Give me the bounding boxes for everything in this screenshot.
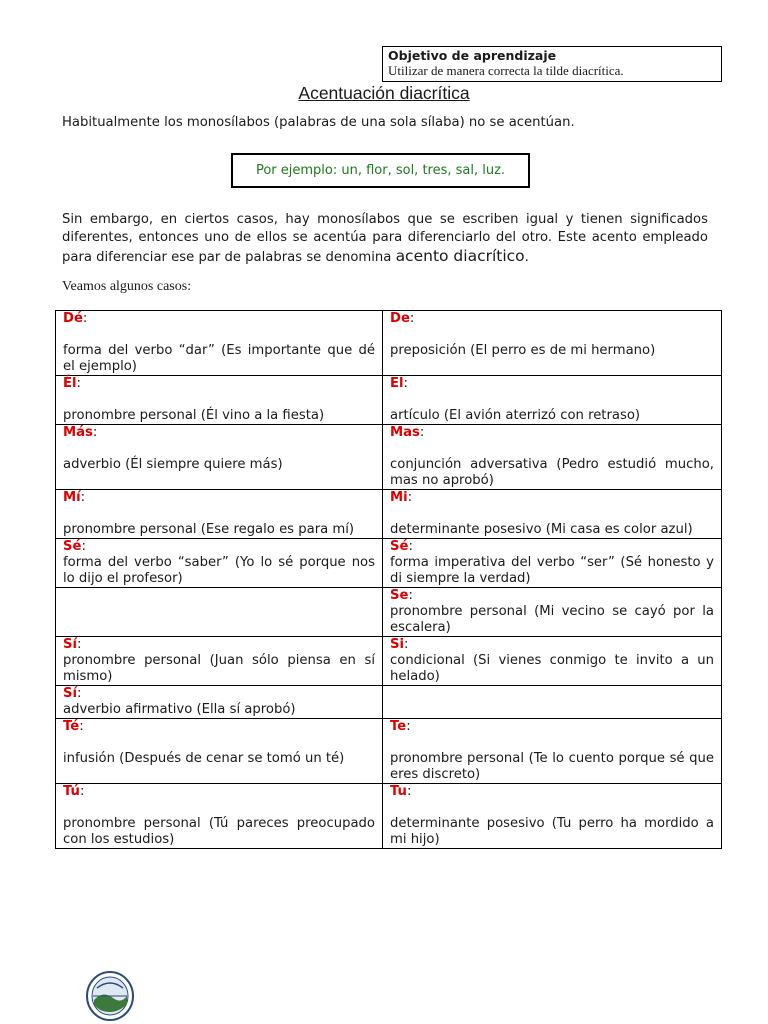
monosyllable-word: Sí:	[63, 686, 82, 701]
word-description: forma del verbo “saber” (Yo lo sé porque nos lo dijo el profesor)	[63, 555, 375, 586]
explanation-term: acento diacrítico	[395, 247, 525, 265]
word-description: conjunción adversativa (Pedro estudió mucho, mas no aprobó)	[390, 457, 714, 488]
table-cell-left	[56, 588, 383, 637]
table-cell-left	[56, 719, 383, 784]
intro-paragraph: Habitualmente los monosílabos (palabras de una sola sílaba) no se acentúan.	[62, 115, 575, 130]
table-cell-left	[56, 490, 383, 539]
table-cell-left	[56, 784, 383, 849]
word-text: Mí	[63, 490, 81, 505]
word-description: pronombre personal (Tú pareces preocupado con los estudios)	[63, 816, 375, 847]
word-description: pronombre personal (Juan sólo piensa en sí mismo)	[63, 653, 375, 684]
table-row	[56, 425, 722, 490]
example-box	[231, 153, 530, 188]
explanation-text: Sin embargo, en ciertos casos, hay monosílabos que se escriben igual y tienen significados diferentes, entonces uno de ellos se acentúa para diferenciarlo del otro. Este acento empleado para diferenciar ese par de palabras se denomina	[62, 212, 708, 265]
word-description: pronombre personal (Él vino a la fiesta)	[63, 408, 325, 423]
table-cell-right	[383, 539, 722, 588]
table-cell-right	[383, 311, 722, 376]
word-description: artículo (El avión aterrizó con retraso)	[390, 408, 641, 423]
monosyllable-word: Sé:	[390, 539, 413, 554]
word-description: adverbio (Él siempre quiere más)	[63, 457, 283, 472]
monosyllable-word: Tu:	[390, 784, 412, 799]
word-description: preposición (El perro es de mi hermano)	[390, 343, 656, 358]
word-description: pronombre personal (Te lo cuento porque sé que eres discreto)	[390, 751, 714, 782]
monosyllable-word: Mí:	[63, 490, 86, 505]
monosyllable-word: Té:	[63, 719, 84, 734]
table-cell-left	[56, 311, 383, 376]
word-text: Se	[390, 588, 409, 603]
word-description: determinante posesivo (Tu perro ha mordido a mi hijo)	[390, 816, 714, 847]
word-text: Te	[390, 719, 407, 734]
table-cell-left	[56, 686, 383, 719]
table-cell-right	[383, 490, 722, 539]
word-text: Mas	[390, 425, 420, 440]
table-cell-left	[56, 425, 383, 490]
monosyllable-word: Tú:	[63, 784, 85, 799]
table-row	[56, 539, 722, 588]
monosyllable-word: Él:	[63, 376, 81, 391]
word-text: Él	[63, 376, 77, 391]
word-text: Más	[63, 425, 93, 440]
monosyllable-word: Mi:	[390, 490, 413, 505]
word-description: condicional (Si vienes conmigo te invito a un helado)	[390, 653, 714, 684]
monosyllable-word: Se:	[390, 588, 413, 603]
page-title-wrap	[0, 83, 768, 104]
monosyllable-word: Dé:	[63, 311, 88, 326]
word-text: Tu	[390, 784, 407, 799]
word-description: pronombre personal (Ese regalo es para mí)	[63, 522, 355, 537]
learning-objective-box	[382, 46, 722, 82]
word-text: Dé	[63, 311, 83, 326]
word-text: Tú	[63, 784, 80, 799]
table-cell-right	[383, 686, 722, 719]
word-description: forma imperativa del verbo “ser” (Sé honesto y di siempre la verdad)	[390, 555, 714, 586]
table-cell-right	[383, 376, 722, 425]
example-text: Por ejemplo: un, flor, sol, tres, sal, luz.	[255, 163, 506, 178]
table-cell-right	[383, 719, 722, 784]
table-row	[56, 784, 722, 849]
word-description: pronombre personal (Mi vecino se cayó por la escalera)	[390, 604, 714, 635]
table-row	[56, 311, 722, 376]
monosyllable-word: Si:	[390, 637, 409, 652]
objective-title: Objetivo de aprendizaje	[388, 48, 557, 63]
table-row	[56, 490, 722, 539]
word-text: Té	[63, 719, 80, 734]
word-text: Sí	[63, 686, 78, 701]
monosyllable-word: Sé:	[63, 539, 86, 554]
explanation-paragraph	[62, 211, 708, 267]
table-cell-right	[383, 637, 722, 686]
table-cell-left	[56, 539, 383, 588]
table-cell-right	[383, 784, 722, 849]
word-text: Sí	[63, 637, 78, 652]
word-description: forma del verbo “dar” (Es importante que dé el ejemplo)	[63, 343, 375, 374]
explanation-end: .	[524, 250, 529, 265]
table-row	[56, 376, 722, 425]
table-row	[56, 719, 722, 784]
table-cell-left	[56, 637, 383, 686]
word-text: De	[390, 311, 410, 326]
word-text: Mi	[390, 490, 408, 505]
word-text: El	[390, 376, 404, 391]
word-description: adverbio afirmativo (Ella sí aprobó)	[63, 702, 296, 717]
table-row	[56, 686, 722, 719]
monosyllable-word: El:	[390, 376, 408, 391]
word-description: determinante posesivo (Mi casa es color azul)	[390, 522, 693, 537]
cases-intro: Veamos algunos casos:	[62, 279, 192, 294]
table-cell-right	[383, 425, 722, 490]
objective-text: Utilizar de manera correcta la tilde diacrítica.	[388, 63, 624, 78]
monosyllable-word: Sí:	[63, 637, 82, 652]
table-cell-right	[383, 588, 722, 637]
school-logo	[85, 970, 135, 1022]
word-text: Si	[390, 637, 405, 652]
word-text: Sé	[63, 539, 82, 554]
monosyllable-word: Te:	[390, 719, 411, 734]
monosyllable-word: Mas:	[390, 425, 425, 440]
diacritic-table	[55, 310, 722, 849]
word-text: Sé	[390, 539, 409, 554]
table-row	[56, 637, 722, 686]
table-row	[56, 588, 722, 637]
monosyllable-word: De:	[390, 311, 415, 326]
page-title: Acentuación diacrítica	[298, 83, 470, 103]
monosyllable-word: Más:	[63, 425, 98, 440]
table-cell-left	[56, 376, 383, 425]
word-description: infusión (Después de cenar se tomó un té)	[63, 751, 345, 766]
